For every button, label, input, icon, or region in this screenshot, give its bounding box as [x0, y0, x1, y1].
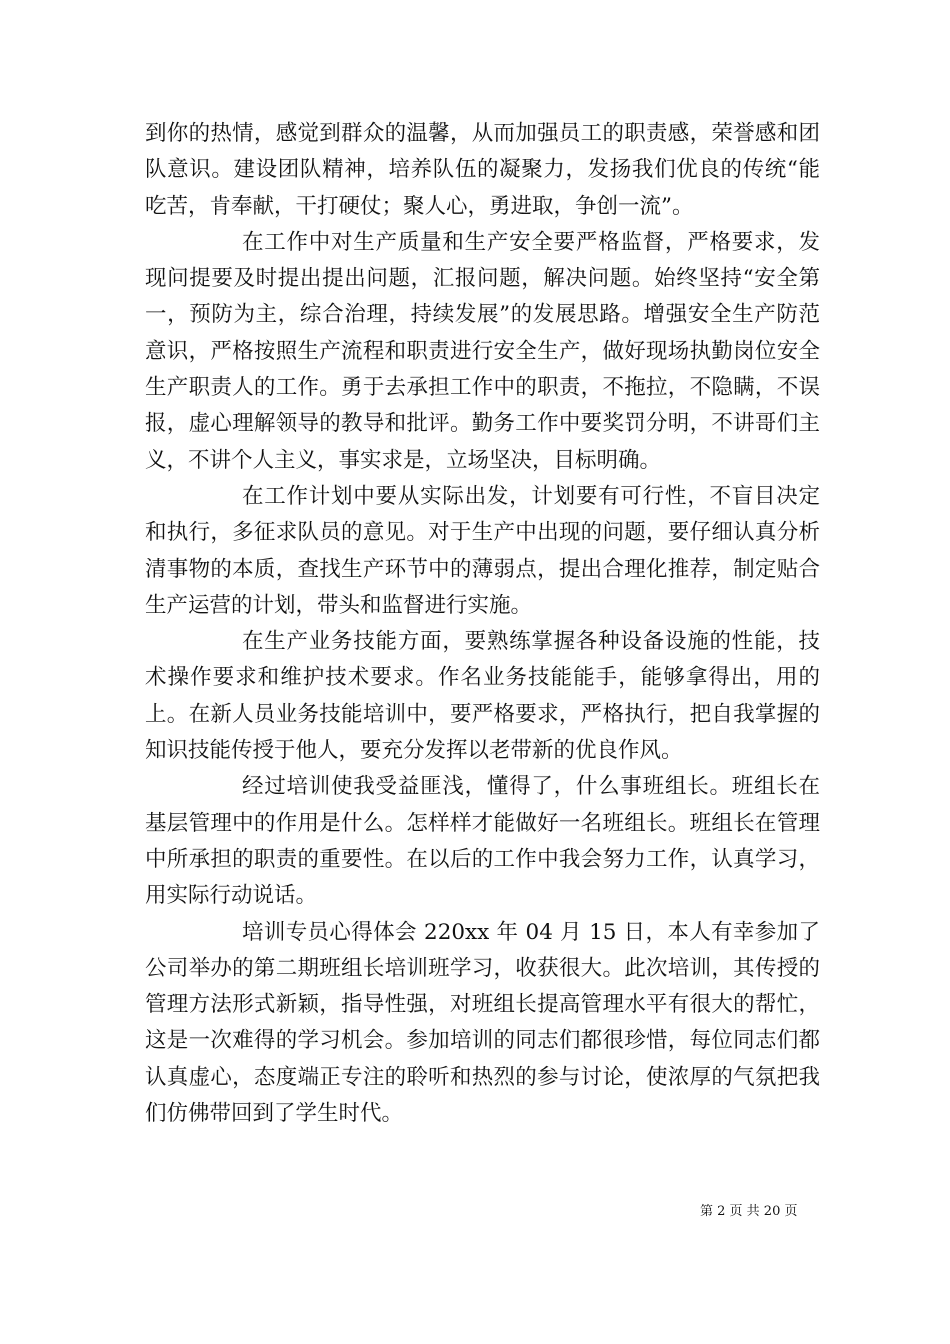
- document-body: [145, 116, 820, 1132]
- paragraph-2: 在工作中对生产质量和生产安全要严格监督，严格要求，发现问提要及时提出提出问题，汇报问题，解决问题。始终坚持“安全第一，预防为主，综合治理，持续发展”的发展思路。增强安全生产防范意识，严格按照生产流程和职责进行安全生产，做好现场执勤岗位安全生产职责人的工作。勇于去承担工作中的职责，不拖拉，不隐瞒，不误报，虚心理解领导的教导和批评。勤务工作中要奖罚分明，不讲哥们主义，不讲个人主义，事实求是，立场坚决，目标明确。: [145, 229, 820, 473]
- paragraph-6: 培训专员心得体会 220xx 年 04 月 15 日，本人有幸参加了公司举办的第二期班组长培训班学习，收获很大。此次培训，其传授的管理方法形式新颖，指导性强，对班组长提高管理水平有很大的帮忙，这是一次难得的学习机会。参加培训的同志们都很珍惜，每位同志们都认真虚心，态度端正专注的聆听和热烈的参与讨论，使浓厚的气氛把我们仿佛带回到了学生时代。: [145, 919, 820, 1127]
- paragraph-5: 经过培训使我受益匪浅，懂得了，什么事班组长。班组长在基层管理中的作用是什么。怎样样才能做好一名班组长。班组长在管理中所承担的职责的重要性。在以后的工作中我会努力工作，认真学习，用实际行动说话。: [145, 774, 820, 909]
- paragraph-1: 到你的热情，感觉到群众的温馨，从而加强员工的职责感，荣誉感和团队意识。建设团队精神，培养队伍的凝聚力，发扬我们优良的传统“能吃苦，肯奉献，干打硬仗；聚人心，勇进取，争创一流”。: [145, 121, 820, 219]
- paragraph-3: 在工作计划中要从实际出发，计划要有可行性，不盲目决定和执行，多征求队员的意见。对于生产中出现的问题，要仔细认真分析清事物的本质，查找生产环节中的薄弱点，提出合理化推荐，制定贴合生产运营的计划，带头和监督进行实施。: [145, 483, 820, 618]
- page-number-footer: 第 2 页 共 20 页: [700, 1204, 798, 1219]
- paragraph-4: 在生产业务技能方面，要熟练掌握各种设备设施的性能，技术操作要求和维护技术要求。作名业务技能能手，能够拿得出，用的上。在新人员业务技能培训中，要严格要求，严格执行，把自我掌握的知识技能传授于他人，要充分发挥以老带新的优良作风。: [145, 629, 820, 764]
